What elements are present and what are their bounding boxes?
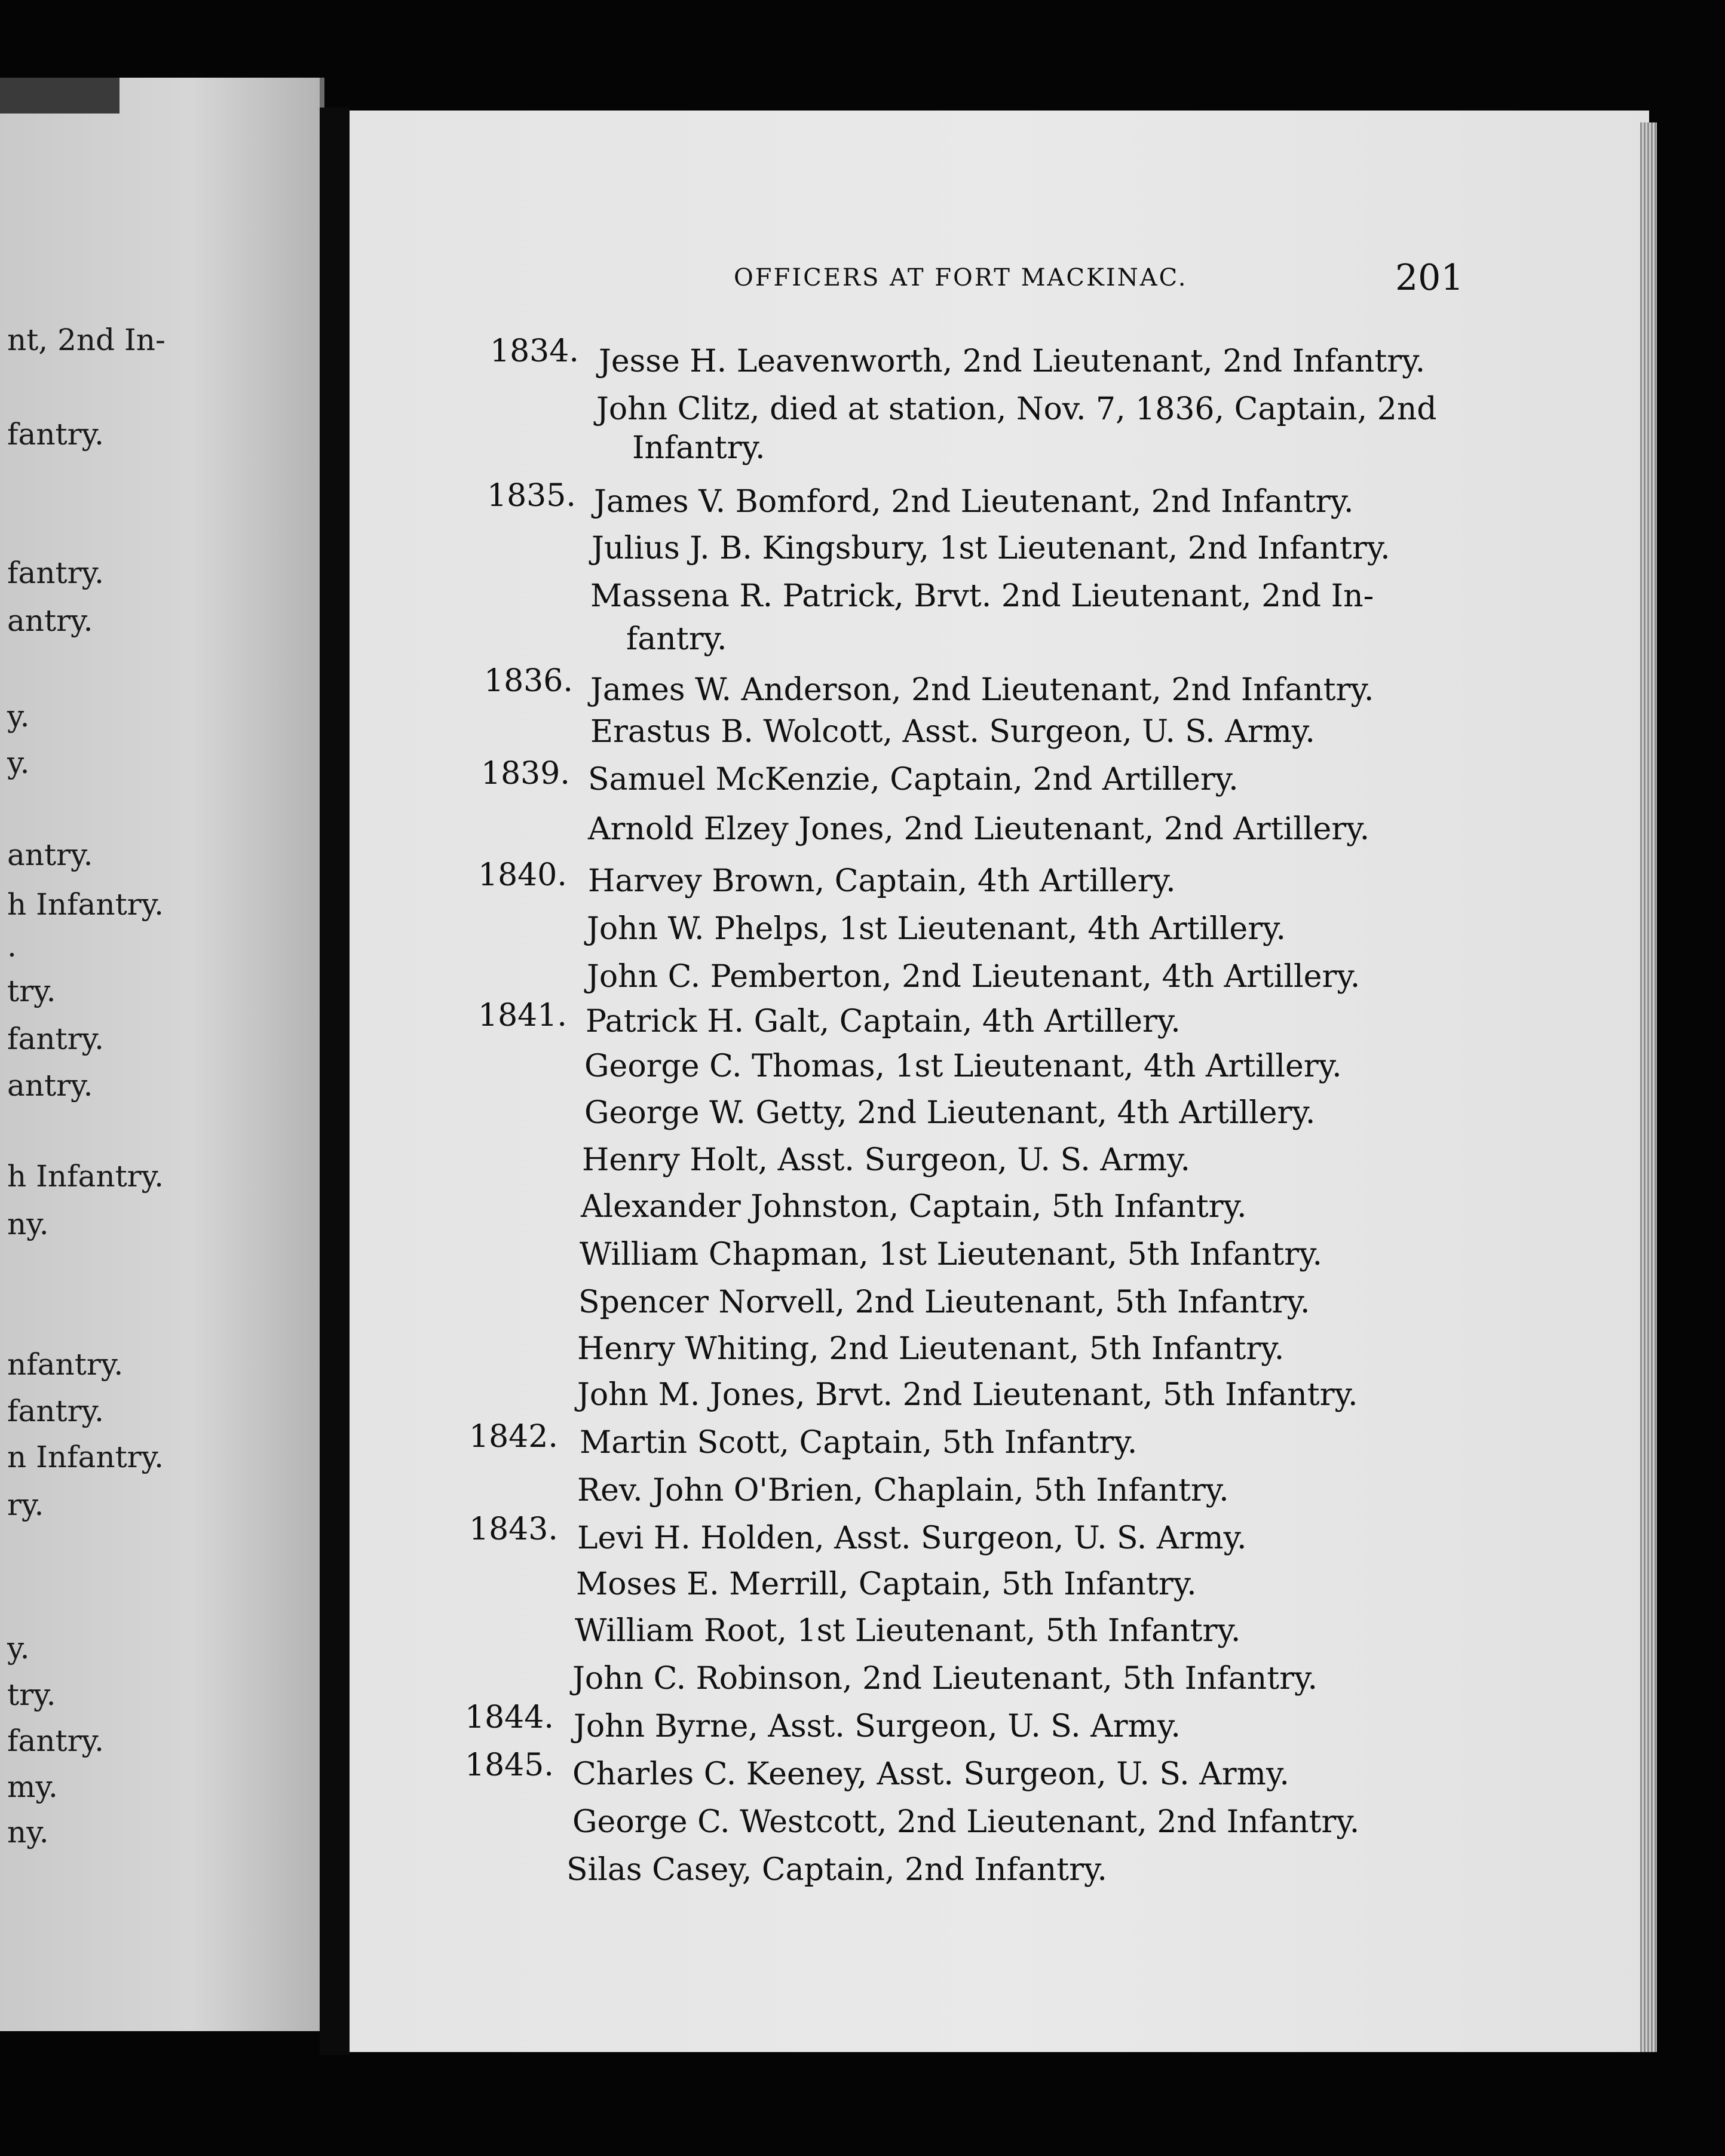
entry-line: Rev. John O'Brien, Chaplain, 5th Infantry. — [577, 1473, 1229, 1508]
year-label: 1842. — [469, 1419, 558, 1455]
left-page-line: fantry. — [7, 1723, 105, 1758]
entry-line: William Chapman, 1st Lieutenant, 5th Infantry. — [580, 1237, 1323, 1272]
left-page-line: my. — [7, 1769, 58, 1804]
entry-line: Henry Whiting, 2nd Lieutenant, 5th Infantry. — [577, 1331, 1285, 1367]
entry-line: George C. Thomas, 1st Lieutenant, 4th Artillery. — [584, 1048, 1342, 1084]
entry-line: Harvey Brown, Captain, 4th Artillery. — [588, 863, 1176, 899]
left-page-line: ny. — [7, 1815, 49, 1850]
left-page-line: nfantry. — [7, 1347, 124, 1382]
entry-line: Moses E. Merrill, Captain, 5th Infantry. — [576, 1566, 1197, 1602]
entry-line: Martin Scott, Captain, 5th Infantry. — [580, 1425, 1138, 1461]
left-page-line: n Infantry. — [7, 1440, 164, 1474]
left-page-line: antry. — [7, 838, 93, 872]
left-page-shadow — [0, 78, 120, 114]
entry-line: Patrick H. Galt, Captain, 4th Artillery. — [586, 1004, 1181, 1039]
entry-line: Alexander Johnston, Captain, 5th Infantry. — [581, 1189, 1247, 1225]
left-page-line: y. — [7, 1631, 30, 1666]
entry-line: Levi H. Holden, Asst. Surgeon, U. S. Army. — [577, 1520, 1247, 1556]
entry-line: John M. Jones, Brvt. 2nd Lieutenant, 5th Infantry. — [577, 1377, 1358, 1413]
left-page-line: h Infantry. — [7, 1159, 164, 1194]
entry-line: John C. Pemberton, 2nd Lieutenant, 4th Artillery. — [587, 959, 1361, 995]
left-page-line: fantry. — [7, 556, 105, 590]
entry-line: James V. Bomford, 2nd Lieutenant, 2nd Infantry. — [594, 484, 1354, 520]
entry-line: Jesse H. Leavenworth, 2nd Lieutenant, 2nd Infantry. — [599, 344, 1426, 379]
left-page-line: try. — [7, 974, 56, 1008]
year-label: 1843. — [469, 1511, 558, 1547]
entry-line: William Root, 1st Lieutenant, 5th Infantry. — [575, 1613, 1241, 1649]
left-page-line: y. — [7, 746, 30, 780]
year-label: 1836. — [484, 663, 573, 699]
year-label: 1840. — [478, 857, 567, 893]
entry-line: Infantry. — [632, 430, 765, 466]
year-label: 1834. — [490, 333, 579, 369]
year-label: 1839. — [481, 756, 570, 792]
left-page-line: nt, 2nd In- — [7, 323, 166, 357]
left-page-line: fantry. — [7, 417, 105, 452]
left-page-line: ny. — [7, 1207, 49, 1241]
entry-line: Silas Casey, Captain, 2nd Infantry. — [566, 1852, 1107, 1888]
entry-line: George C. Westcott, 2nd Lieutenant, 2nd Infantry. — [572, 1804, 1360, 1840]
entry-line: John Clitz, died at station, Nov. 7, 1836, Captain, 2nd — [596, 391, 1437, 427]
entry-line: Charles C. Keeney, Asst. Surgeon, U. S. Army. — [572, 1756, 1289, 1792]
entry-line: Arnold Elzey Jones, 2nd Lieutenant, 2nd Artillery. — [588, 811, 1370, 847]
entry-line: Spencer Norvell, 2nd Lieutenant, 5th Infantry. — [578, 1284, 1310, 1320]
entry-line: Henry Holt, Asst. Surgeon, U. S. Army. — [582, 1142, 1191, 1178]
entry-line: John C. Robinson, 2nd Lieutenant, 5th Infantry. — [572, 1661, 1318, 1697]
left-page-line: ry. — [7, 1488, 44, 1522]
year-label: 1845. — [465, 1747, 554, 1783]
left-page-line: try. — [7, 1677, 56, 1712]
year-label: 1841. — [478, 998, 567, 1033]
left-page-line: antry. — [7, 603, 93, 638]
entry-line: Erastus B. Wolcott, Asst. Surgeon, U. S. Army. — [590, 714, 1315, 750]
year-label: 1835. — [487, 478, 576, 514]
running-head: OFFICERS AT FORT MACKINAC. — [734, 264, 1188, 292]
entry-line: fantry. — [626, 621, 727, 657]
entry-line: Massena R. Patrick, Brvt. 2nd Lieutenant, 2nd In- — [590, 578, 1374, 614]
left-page-line: y. — [7, 699, 30, 734]
entry-line: Samuel McKenzie, Captain, 2nd Artillery. — [588, 762, 1239, 798]
left-page-line: fantry. — [7, 1394, 105, 1428]
book-gutter — [320, 108, 350, 2055]
left-page — [0, 78, 324, 2031]
year-label: 1844. — [465, 1700, 554, 1735]
entry-line: George W. Getty, 2nd Lieutenant, 4th Artillery. — [584, 1095, 1316, 1131]
entry-line: Julius J. B. Kingsbury, 1st Lieutenant, 2nd Infantry. — [592, 530, 1390, 566]
entry-line: John Byrne, Asst. Surgeon, U. S. Army. — [574, 1709, 1181, 1744]
left-page-line: . — [7, 929, 17, 964]
entry-line: John W. Phelps, 1st Lieutenant, 4th Artillery. — [587, 911, 1286, 947]
page-edge — [1640, 122, 1657, 2052]
left-page-line: fantry. — [7, 1022, 105, 1056]
page-number: 201 — [1395, 257, 1464, 299]
entry-line: James W. Anderson, 2nd Lieutenant, 2nd Infantry. — [590, 672, 1374, 708]
left-page-line: h Infantry. — [7, 887, 164, 922]
left-page-line: antry. — [7, 1068, 93, 1103]
